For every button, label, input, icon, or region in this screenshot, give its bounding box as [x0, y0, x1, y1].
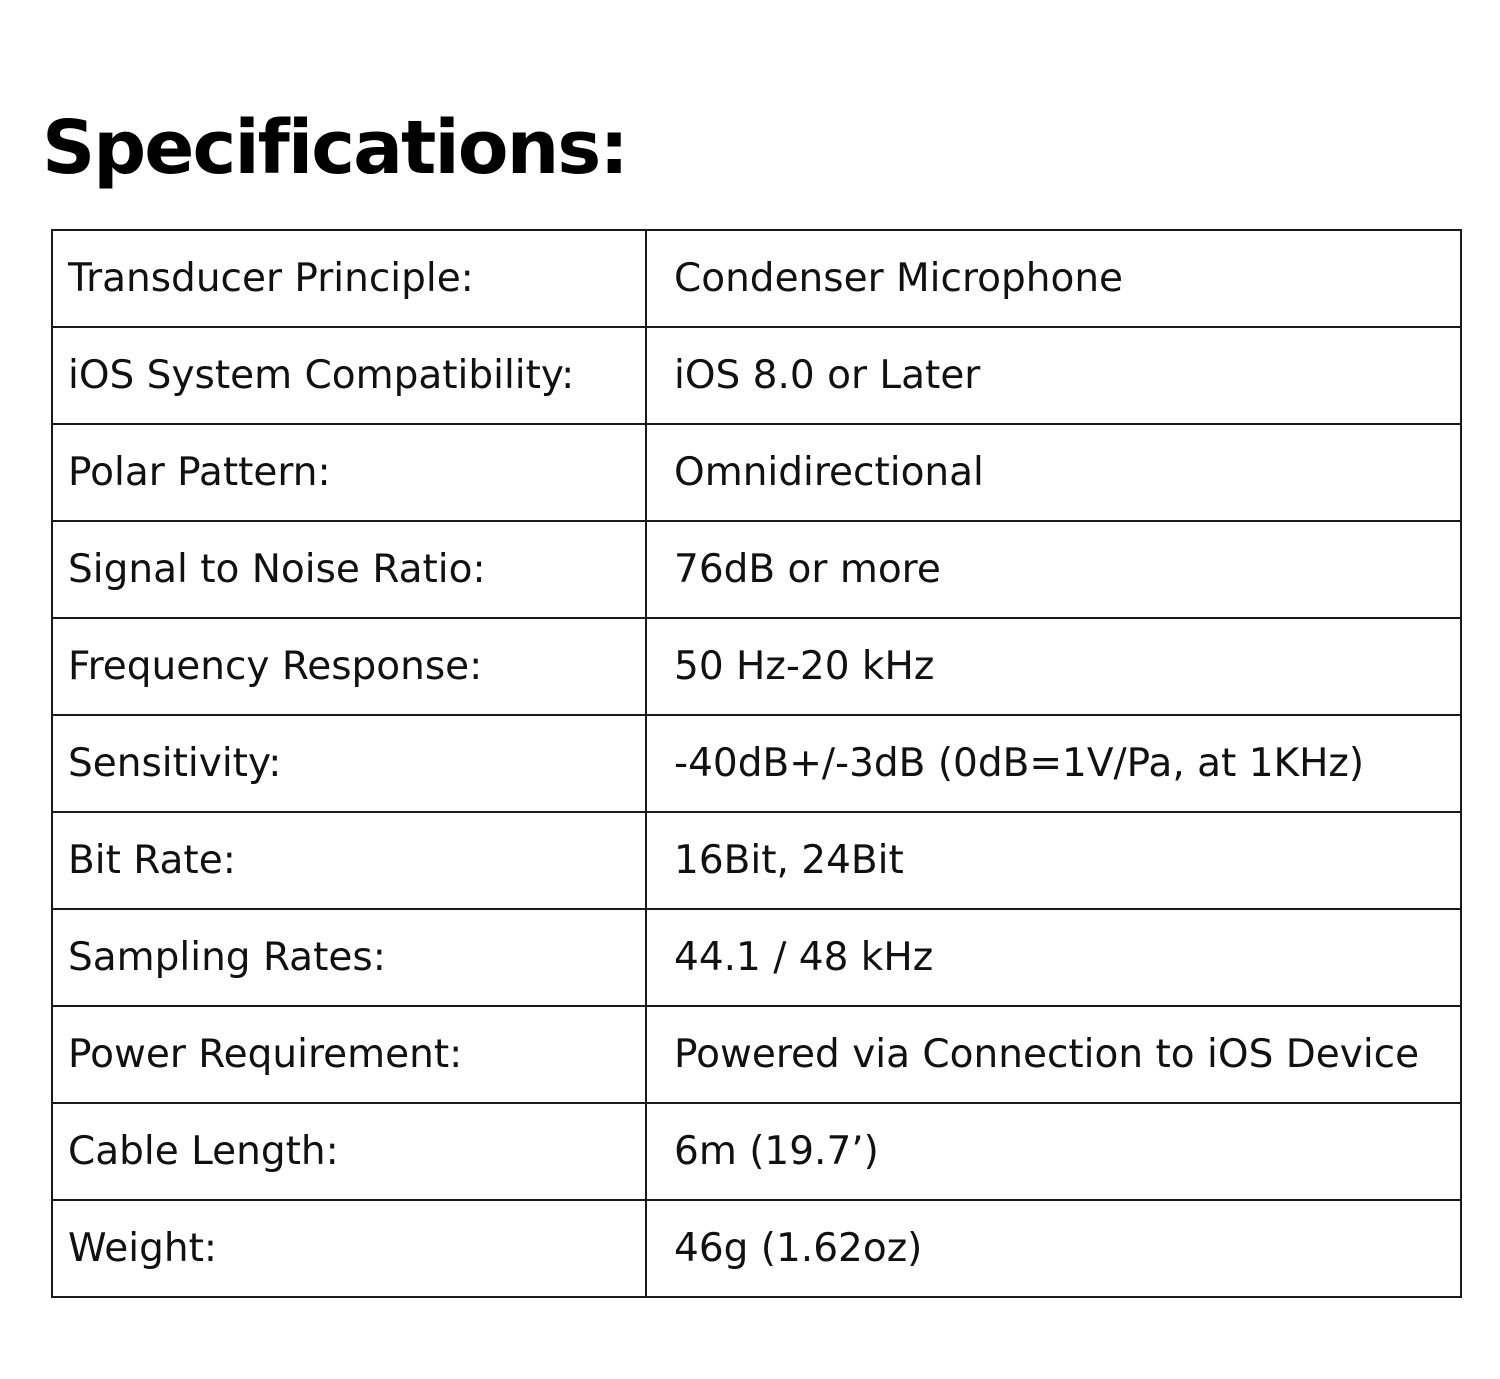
table-row: [52, 230, 1461, 327]
spec-label: Power Requirement:: [52, 1006, 646, 1103]
spec-label: Polar Pattern:: [52, 424, 646, 521]
spec-label: Sensitivity:: [52, 715, 646, 812]
spec-value: -40dB+/-3dB (0dB=1V/Pa, at 1KHz): [646, 715, 1461, 812]
page-title: Specifications:: [42, 105, 627, 191]
spec-label: Weight:: [52, 1200, 646, 1297]
spec-value: 76dB or more: [646, 521, 1461, 618]
table-row: [52, 1103, 1461, 1200]
spec-label: Transducer Principle:: [52, 230, 646, 327]
spec-value: 46g (1.62oz): [646, 1200, 1461, 1297]
spec-label: Sampling Rates:: [52, 909, 646, 1006]
spec-label: iOS System Compatibility:: [52, 327, 646, 424]
spec-value: 44.1 / 48 kHz: [646, 909, 1461, 1006]
table-row: [52, 618, 1461, 715]
spec-value: Powered via Connection to iOS Device: [646, 1006, 1461, 1103]
spec-value: 6m (19.7’): [646, 1103, 1461, 1200]
table-row: [52, 327, 1461, 424]
spec-value: 50 Hz-20 kHz: [646, 618, 1461, 715]
spec-label: Signal to Noise Ratio:: [52, 521, 646, 618]
spec-label: Cable Length:: [52, 1103, 646, 1200]
table-row: [52, 521, 1461, 618]
specifications-table: [51, 229, 1462, 1298]
table-row: [52, 812, 1461, 909]
spec-value: iOS 8.0 or Later: [646, 327, 1461, 424]
table-row: [52, 909, 1461, 1006]
spec-value: Condenser Microphone: [646, 230, 1461, 327]
spec-value: Omnidirectional: [646, 424, 1461, 521]
spec-label: Bit Rate:: [52, 812, 646, 909]
spec-value: 16Bit, 24Bit: [646, 812, 1461, 909]
table-row: [52, 1200, 1461, 1297]
table-row: [52, 715, 1461, 812]
table-row: [52, 1006, 1461, 1103]
spec-label: Frequency Response:: [52, 618, 646, 715]
table-row: [52, 424, 1461, 521]
